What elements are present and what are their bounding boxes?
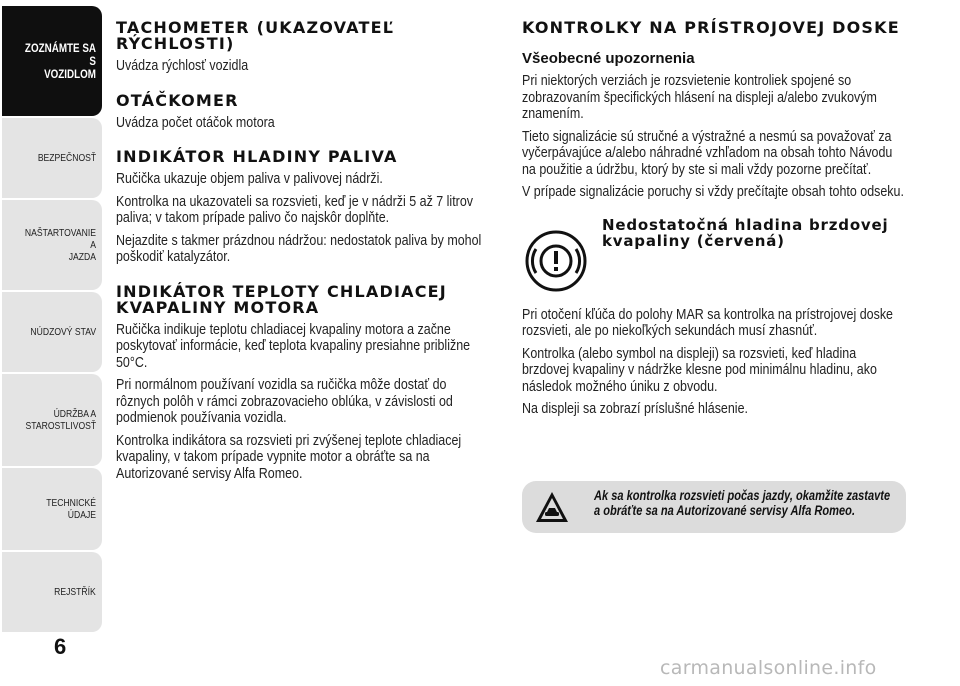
paragraph: Uvádza počet otáčok motora <box>116 114 275 131</box>
tab-udrzba[interactable] <box>2 374 102 466</box>
tab-bezpecnost[interactable] <box>2 118 102 198</box>
paragraph: Pri niektorých verziách je rozsvietenie kontroliek spojené so zobrazovaním špecifických hlásení na displeji a/alebo zvukovým znamením. <box>522 73 877 122</box>
page-number: 6 <box>54 634 67 659</box>
tab-label: TECHNICKÉ ÚDAJE <box>46 497 96 521</box>
tab-label: ÚDRŽBA A STAROSTLIVOSŤ <box>25 408 96 432</box>
paragraph: Kontrolka indikátora sa rozsvieti pri zvýšenej teplote chladiacej kvapaliny, v takom prípade vypnite motor a obráťte sa na Autorizované servisy Alfa Romeo. <box>116 432 462 482</box>
tab-nastartovanie[interactable] <box>2 200 102 290</box>
warning-note-text: Ak sa kontrolka rozsvieti počas jazdy, okamžite zastavte a obráťte sa na Autorizované servisy Alfa Romeo. <box>594 488 891 518</box>
brake-warning-block <box>522 217 907 293</box>
tab-label: BEZPEČNOSŤ <box>37 152 96 164</box>
tab-technicke-udaje[interactable] <box>2 468 102 550</box>
paragraph: Tieto signalizácie sú stručné a výstražné a nesmú sa považovať za vyčerpávajúce a/alebo náhradné vzhľadom na obsah tohto Návodu na použitie a údržbu, ktorý by ste si mali vždy pozorne prečítať. <box>522 128 893 178</box>
paragraph: Ručička ukazuje objem paliva v palivovej nádrži. <box>116 171 383 187</box>
chapter-sidebar <box>0 0 104 686</box>
paragraph: Ručička indikuje teplotu chladiacej kvapaliny motora a začne poskytovať informácie, keď teplota kvapaliny presiahne približne 50°C. <box>116 321 471 371</box>
paragraph: V prípade signalizácie poruchy si vždy prečítajte obsah tohto odseku. <box>522 184 904 200</box>
tab-label: ZOZNÁMTE SA S VOZIDLOM <box>24 40 96 81</box>
paragraph: Pri normálnom používaní vozidla sa ručička môže dostať do rôznych polôh v rámci zobrazovacieho oblúka, v závislosti od podmienok používania vozidla. <box>116 377 453 426</box>
tab-label: NÚDZOVÝ STAV <box>30 326 96 338</box>
section-title-tachometer: TACHOMETER (UKAZOVATEĽ RÝCHLOSTI) <box>116 18 395 53</box>
brake-warning-icon <box>524 229 588 293</box>
car-warning-triangle-icon <box>534 489 570 525</box>
left-column <box>116 20 491 482</box>
section-title-coolant: INDIKÁTOR TEPLOTY CHLADIACEJ KVAPALINY MOTORA <box>116 281 447 317</box>
tab-rejstrik[interactable] <box>2 552 102 632</box>
watermark: carmanualsonline.info <box>660 657 877 679</box>
tab-label: NAŠTARTOVANIE A JAZDA <box>24 227 96 263</box>
paragraph: Nejazdite s takmer prázdnou nádržou: nedostatok paliva by mohol poškodiť katalyzátor. <box>116 232 482 265</box>
tab-label: REJSTŘÍK <box>54 586 96 598</box>
tab-nudzovy-stav[interactable] <box>2 292 102 372</box>
paragraph: Uvádza rýchlosť vozidla <box>116 58 249 74</box>
section-title-warning-lights: KONTROLKY NA PRÍSTROJOVEJ DOSKE <box>522 18 900 37</box>
warning-note-box <box>522 481 906 533</box>
section-title-fuel: INDIKÁTOR HLADINY PALIVA <box>116 147 398 166</box>
tab-zoznamte-sa[interactable] <box>2 6 102 116</box>
subheading-general: Všeobecné upozornenia <box>522 50 695 67</box>
paragraph: Kontrolka (alebo symbol na displeji) sa rozsvieti, keď hladina brzdovej kvapaliny v nádržke klesne pod minimálnu hladinu, ako následok možného úniku z obvodu. <box>522 345 877 395</box>
brake-warning-title: Nedostatočná hladina brzdovej kvapaliny (červená) <box>602 215 889 250</box>
paragraph: Kontrolka na ukazovateli sa rozsvieti, keď je v nádrži 5 až 7 litrov paliva; v takom prípade palivo čo najskôr doplňte. <box>116 193 473 226</box>
right-column <box>522 20 907 418</box>
paragraph: Pri otočení kľúča do polohy MAR sa kontrolka na prístrojovej doske rozsvieti, ale po niekoľkých sekundách musí zhasnúť. <box>522 306 893 339</box>
paragraph: Na displeji sa zobrazí príslušné hlásenie. <box>522 401 748 417</box>
section-title-rpm: OTÁČKOMER <box>116 90 239 110</box>
